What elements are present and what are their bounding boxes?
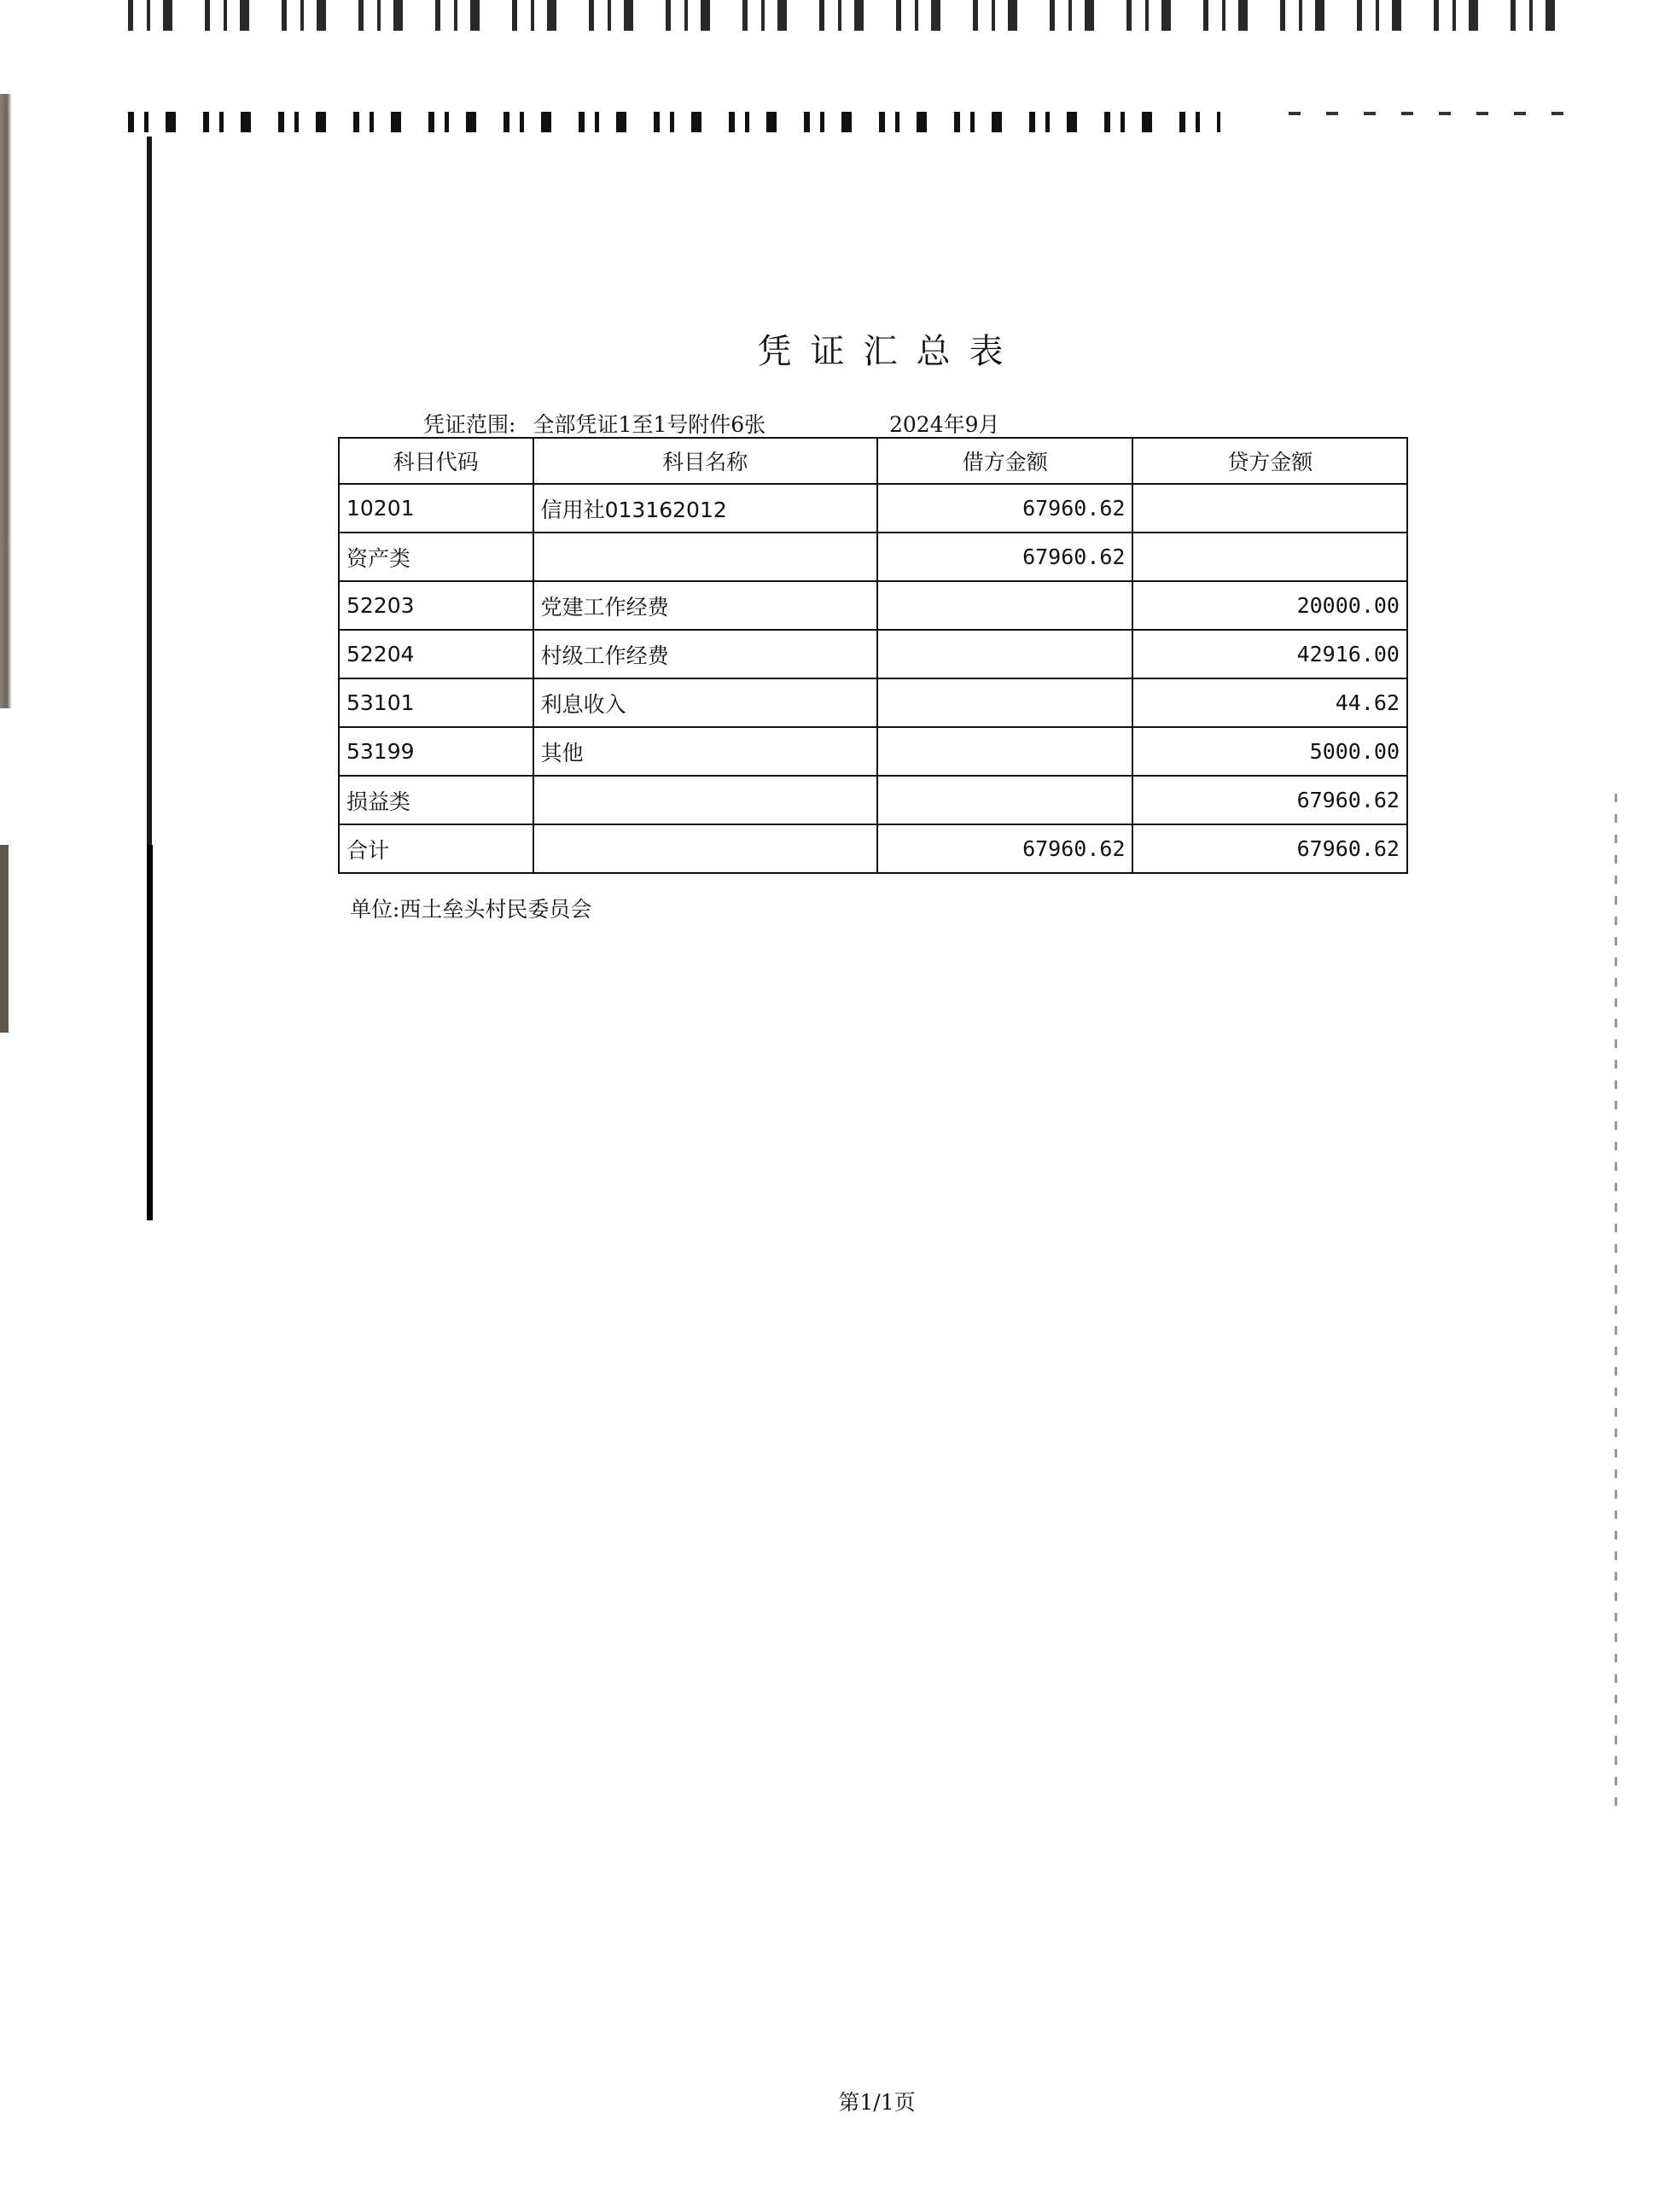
document-title: 凭证汇总表 <box>757 332 1022 371</box>
scan-artifact-barcode <box>128 112 1220 132</box>
scan-artifact-left-margin-lower <box>0 845 9 1033</box>
account-code: 52203 <box>339 581 533 630</box>
scan-artifact-top <box>128 0 1579 31</box>
debit-amount: 67960.62 <box>877 533 1133 581</box>
scan-artifact-page-edge-lower <box>147 845 153 1220</box>
account-name <box>533 824 877 873</box>
table-row <box>339 581 1407 630</box>
debit-amount <box>877 581 1133 630</box>
account-name: 其他 <box>533 727 877 776</box>
page-number: 第1/1页 <box>838 2090 916 2115</box>
account-name <box>533 776 877 824</box>
account-name: 党建工作经费 <box>533 581 877 630</box>
debit-amount <box>877 776 1133 824</box>
credit-amount: 44.62 <box>1132 678 1407 727</box>
debit-amount: 67960.62 <box>877 824 1133 873</box>
account-code: 合计 <box>339 824 533 873</box>
header-account-name: 科目名称 <box>533 438 877 484</box>
debit-amount <box>877 678 1133 727</box>
unit-name: 单位:西土垒头村民委员会 <box>350 897 592 922</box>
credit-amount: 20000.00 <box>1132 581 1407 630</box>
header-credit-amount: 贷方金额 <box>1132 438 1407 484</box>
header-debit-amount: 借方金额 <box>877 438 1133 484</box>
account-code: 53101 <box>339 678 533 727</box>
scan-artifact-right-edge <box>1615 794 1617 1818</box>
credit-amount: 5000.00 <box>1132 727 1407 776</box>
credit-amount <box>1132 533 1407 581</box>
account-name: 村级工作经费 <box>533 630 877 678</box>
credit-amount: 67960.62 <box>1132 776 1407 824</box>
account-code: 资产类 <box>339 533 533 581</box>
credit-amount: 42916.00 <box>1132 630 1407 678</box>
credit-amount: 67960.62 <box>1132 824 1407 873</box>
voucher-period: 2024年9月 <box>889 412 1000 437</box>
table-total-row <box>339 824 1407 873</box>
account-name <box>533 533 877 581</box>
table-row <box>339 484 1407 533</box>
debit-amount <box>877 727 1133 776</box>
credit-amount <box>1132 484 1407 533</box>
account-code: 52204 <box>339 630 533 678</box>
voucher-range <box>423 408 765 439</box>
table-row <box>339 678 1407 727</box>
table-row <box>339 776 1407 824</box>
scan-artifact-dash <box>1289 112 1579 115</box>
voucher-range-label: 凭证范围: <box>423 412 516 437</box>
account-code: 损益类 <box>339 776 533 824</box>
header-account-code: 科目代码 <box>339 438 533 484</box>
table-header-row <box>339 438 1407 484</box>
account-code: 53199 <box>339 727 533 776</box>
table-row <box>339 727 1407 776</box>
table-row <box>339 630 1407 678</box>
debit-amount: 67960.62 <box>877 484 1133 533</box>
table-row <box>339 533 1407 581</box>
voucher-range-value: 全部凭证1至1号附件6张 <box>533 412 766 437</box>
debit-amount <box>877 630 1133 678</box>
account-code: 10201 <box>339 484 533 533</box>
account-name: 利息收入 <box>533 678 877 727</box>
account-name: 信用社013162012 <box>533 484 877 533</box>
scan-artifact-left-margin <box>0 94 12 708</box>
voucher-summary-table <box>338 437 1408 874</box>
